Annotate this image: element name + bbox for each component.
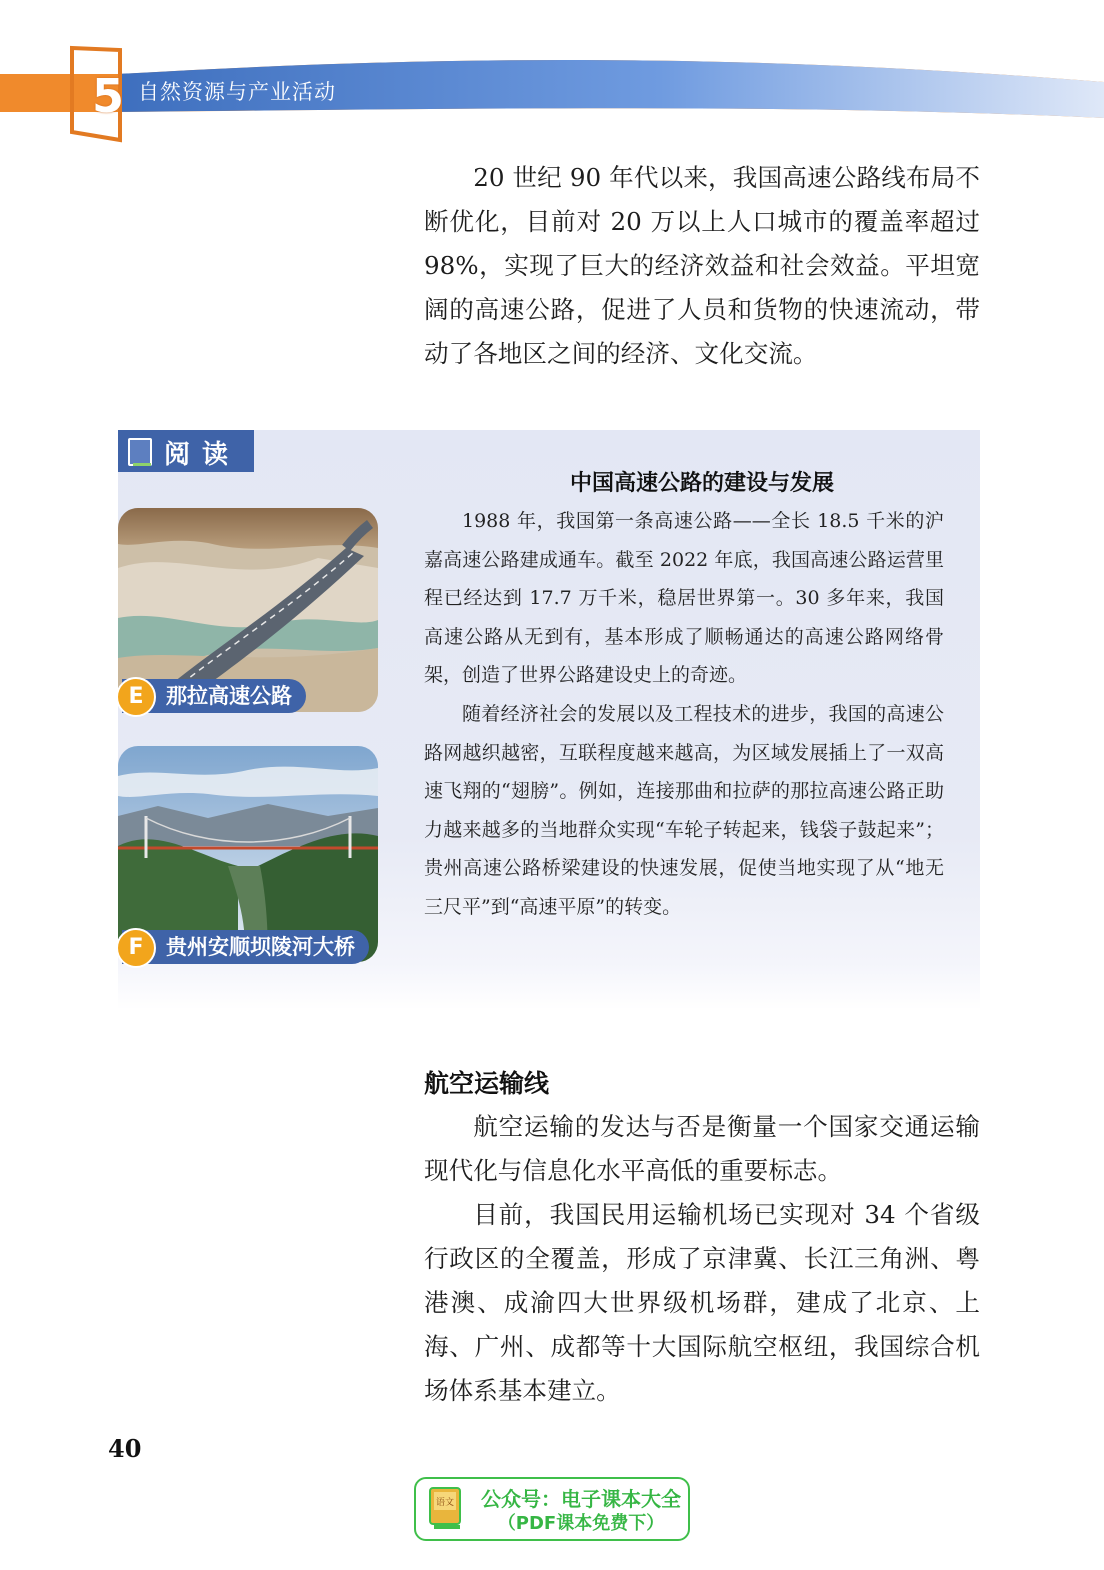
reading-paragraph-2: 随着经济社会的发展以及工程技术的进步，我国的高速公路网越织越密，互联程度越来越高，为区域发展插上了一双高速飞翔的“翅膀”。例如，连接那曲和拉萨的那拉高速公路正助力越来越多的当地群众实现“车轮子转起来，钱袋子鼓起来”；贵州高速公路桥梁建设的快速发展，促使当地实现了从“地无三尺平”到“高速平原”的转变。 xyxy=(424,702,944,918)
intro-paragraph: 20 世纪 90 年代以来，我国高速公路线布局不断优化，目前对 20 万以上人口城市的覆盖率超过 98%，实现了巨大的经济效益和社会效益。平坦宽阔的高速公路，促进了人员和货物的快速流动，带动了各地区之间的经济、文化交流。 xyxy=(424,163,980,368)
aviation-heading: 航空运输线 xyxy=(424,1069,550,1098)
reading-text-block xyxy=(424,502,944,927)
chapter-header xyxy=(0,0,1104,150)
textbook-icon-label: 语文 xyxy=(435,1498,455,1508)
photo-e-caption: 那拉高速公路 xyxy=(122,679,306,713)
aviation-paragraph-1: 航空运输的发达与否是衡量一个国家交通运输现代化与信息化水平高低的重要标志。 xyxy=(424,1112,980,1185)
photo-f-caption: 贵州安顺坝陵河大桥 xyxy=(122,930,369,964)
photo-f-badge: F xyxy=(116,928,156,968)
textbook-icon xyxy=(426,1485,466,1531)
reading-title: 中国高速公路的建设与发展 xyxy=(569,471,834,496)
header-band-graphic xyxy=(0,0,1104,150)
stamp-line-1: 公众号：电子课本大全 xyxy=(481,1487,681,1511)
photo-e-badge: E xyxy=(116,677,156,717)
chapter-number: 5 xyxy=(91,69,124,123)
reading-tag-label: 阅读 xyxy=(164,440,241,470)
book-icon xyxy=(128,438,152,466)
stamp-line-2: （PDF课本免费下） xyxy=(497,1513,665,1534)
chapter-title: 自然资源与产业活动 xyxy=(138,80,336,104)
aviation-paragraph-2: 目前，我国民用运输机场已实现对 34 个省级行政区的全覆盖，形成了京津冀、长江三角洲、粤港澳、成渝四大世界级机场群，建成了北京、上海、广州、成都等十大国际航空枢纽，我国综合机场体系基本建立。 xyxy=(424,1200,980,1405)
intro-text-block xyxy=(424,156,980,376)
reading-paragraph-1: 1988 年，我国第一条高速公路——全长 18.5 千米的沪嘉高速公路建成通车。截至 2022 年底，我国高速公路运营里程已经达到 17.7 万千米，稳居世界第一。30 多年来，我国高速公路从无到有，基本形成了顺畅通达的高速公路网络骨架，创造了世界公路建设史上的奇迹。 xyxy=(424,510,944,687)
watermark-stamp xyxy=(414,1477,690,1541)
reading-tag xyxy=(118,430,254,472)
page-number: 40 xyxy=(108,1434,142,1463)
aviation-text-block xyxy=(424,1105,980,1413)
